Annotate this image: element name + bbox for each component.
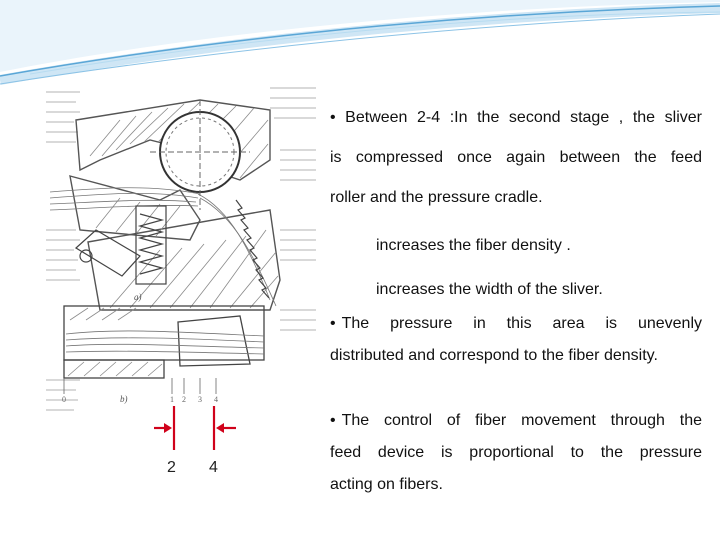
bullet-1 <box>330 108 702 208</box>
lower-hatching <box>68 308 162 376</box>
bullet-2-line-1 <box>330 314 702 334</box>
bullet-1-line-3: roller and the pressure cradle. <box>330 189 543 206</box>
bullet-2 <box>330 314 702 366</box>
cradle-lever <box>76 230 140 276</box>
bullet-3-line-3: acting on fibers. <box>330 476 443 493</box>
arrow-left-head-icon <box>216 423 224 433</box>
bullet-3-line-1-text: The control of fiber movement through the <box>341 412 702 429</box>
tick-3: 3 <box>198 395 202 404</box>
tick-0: 0 <box>62 395 66 404</box>
sub-item-1: increases the fiber density . <box>376 237 571 254</box>
scale-ticks <box>64 378 216 394</box>
sub-item-2: increases the width of the sliver. <box>376 281 603 298</box>
figure-label-a: a) <box>134 292 142 302</box>
zone-label-4: 4 <box>209 459 218 476</box>
tick-1: 1 <box>170 395 174 404</box>
arrow-right-head-icon <box>164 423 172 433</box>
bullet-3-line-1 <box>330 411 702 431</box>
bullet-3-line-2: feed device is proportional to the pressure <box>330 444 702 461</box>
bullet-3 <box>330 411 702 495</box>
tick-4: 4 <box>214 395 218 404</box>
bullet-1-line-1: • Between 2-4 :In the second stage , the sliver <box>330 109 702 126</box>
header-swoosh-decoration <box>0 0 720 90</box>
zone-markers <box>150 400 240 460</box>
feed-roller <box>150 100 250 210</box>
feed-device-diagram <box>40 80 320 430</box>
bullet-2-marker: • <box>330 315 336 332</box>
bullet-3-marker: • <box>330 412 336 429</box>
zone-label-2: 2 <box>167 459 176 476</box>
bullet-1-line-2: is compressed once again between the feed <box>330 149 702 166</box>
lower-fibers <box>66 331 264 354</box>
tick-2: 2 <box>182 395 186 404</box>
figure-label-b: b) <box>120 394 128 404</box>
bullet-2-line-2: distributed and correspond to the fiber density. <box>330 347 658 364</box>
bullet-2-line-1-text: The pressure in this area is unevenly <box>341 315 702 332</box>
